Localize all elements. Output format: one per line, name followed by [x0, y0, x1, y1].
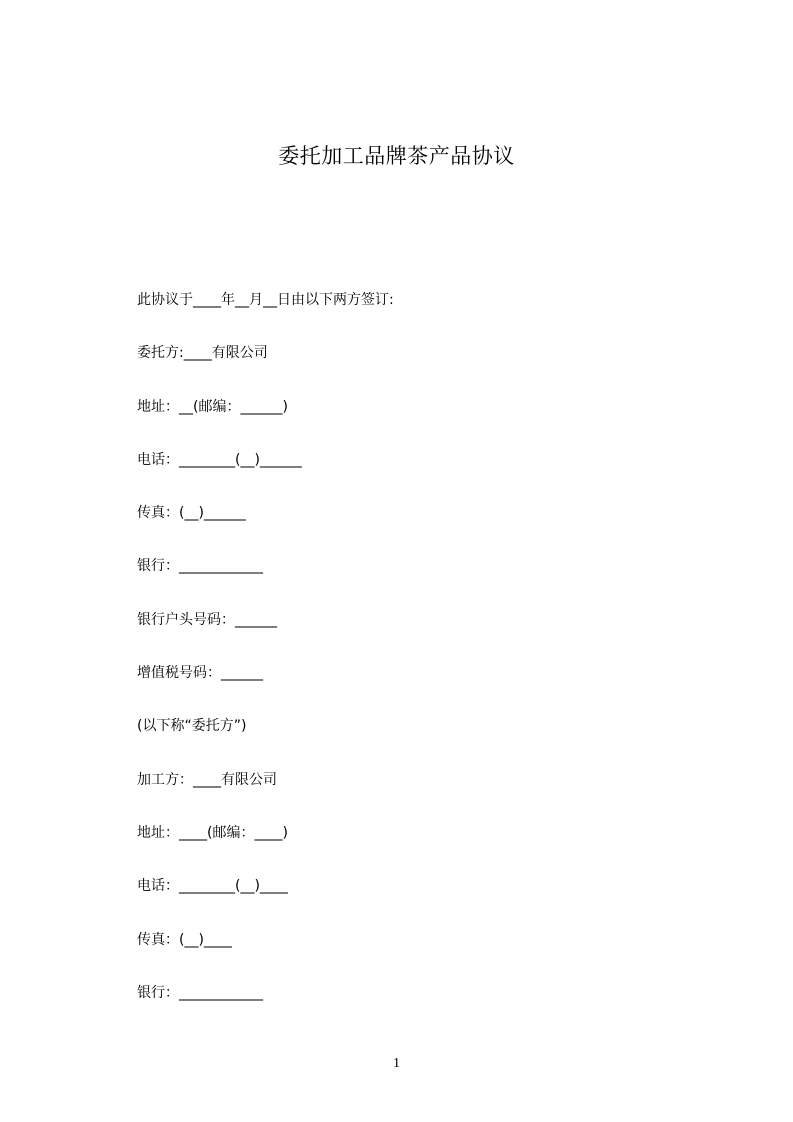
agreement-date-line: 此协议于____年__月__日由以下两方签订: [137, 292, 394, 308]
client-bank-line: 银行：____________ [137, 558, 263, 575]
processor-phone-line: 电话：________(__)____ [137, 878, 288, 895]
client-alias-line: (以下称“委托方”) [137, 718, 247, 735]
page-number: 1 [393, 1056, 400, 1071]
document-body [137, 289, 737, 1035]
client-vat-number-line: 增值税号码：______ [137, 665, 263, 682]
client-bank-account-line: 银行户头号码：______ [137, 611, 277, 628]
processor-bank-line: 银行：____________ [137, 984, 263, 1001]
processor-address-line: 地址：____(邮编：____) [137, 824, 288, 841]
processor-party-line: 加工方：____有限公司 [137, 771, 277, 788]
processor-fax-line: 传真：(__)____ [137, 931, 232, 948]
document-title: 委托加工品牌茶产品协议 [278, 144, 515, 168]
client-party-line: 委托方:____有限公司 [137, 345, 268, 362]
client-fax-line: 传真：(__)______ [137, 505, 246, 522]
client-address-line: 地址：__(邮编：______) [137, 398, 288, 415]
client-phone-line: 电话：________(__)______ [137, 451, 302, 468]
